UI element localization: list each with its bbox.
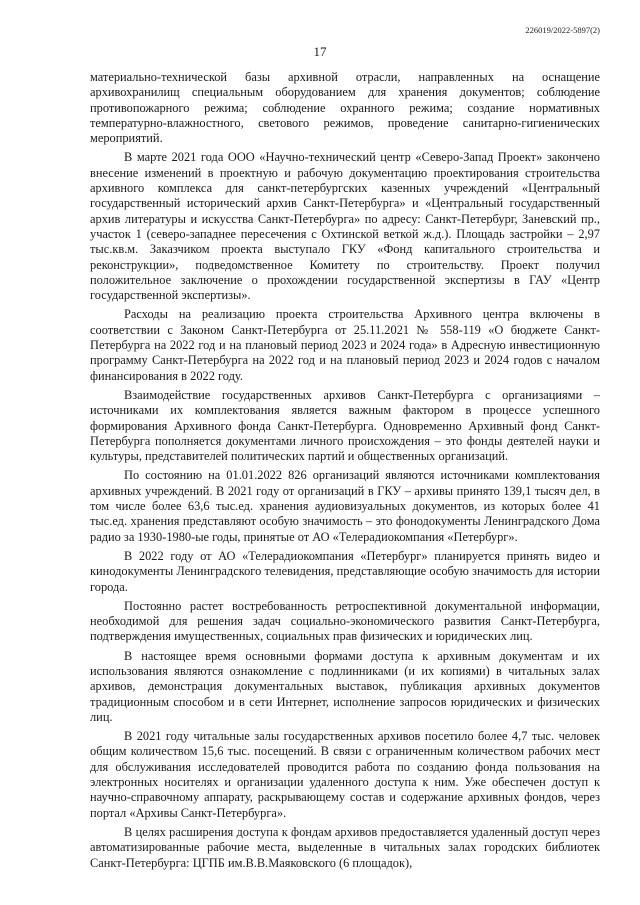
- paragraph: В 2022 году от АО «Телерадиокомпания «Петербург» планируется принять видео и кинодокументы Ленинградского телевидения, представляющие особую значимость для истории города.: [90, 548, 600, 594]
- paragraph: Расходы на реализацию проекта строительства Архивного центра включены в соответствии с Законом Санкт-Петербурга от 25.11.2021 № 558-119 «О бюджете Санкт-Петербурга на 2022 год и на плановый период 2023 и 2024 года» в Адресную инвестиционную программу Санкт-Петербурга на 2022 год и на плановый период 2023 и 2024 годов с началом финансирования в 2022 году.: [90, 307, 600, 383]
- document-body: [90, 70, 600, 875]
- document-number: 226019/2022-5897(2): [525, 25, 600, 35]
- paragraph: Взаимодействие государственных архивов Санкт-Петербурга с организациями – источниками их комплектования является важным фактором в процессе успешного формирования Архивного фонда Санкт-Петербурга. Одновременно Архивный фонд Санкт-Петербурга пополняется документами личного происхождения – это фонды деятелей науки и культуры, представителей политических партий и общественных организаций.: [90, 387, 600, 464]
- paragraph: Постоянно растет востребованность ретроспективной документальной информации, необходимой для решения задач социально-экономического развития Санкт-Петербурга, подтверждения имущественных, социальных прав физических и юридических лиц.: [90, 598, 600, 644]
- paragraph-continuation: материально-технической базы архивной отрасли, направленных на оснащение архивохранилищ специальным оборудованием для хранения документов; соблюдение противопожарного режима; соблюдение охранного режима; создание нормативных температурно-влажностного, светового режимов, проведение санитарно-гигиенических мероприятий.: [90, 70, 600, 146]
- paragraph: В настоящее время основными формами доступа к архивным документам и их использования являются ознакомление с подлинниками (и их копиями) в читальных залах архивов, демонстрация документальных выставок, публикация архивных документов традиционным способом и в сети Интернет, исполнение запросов юридических и физических лиц.: [90, 648, 600, 724]
- paragraph: В целях расширения доступа к фондам архивов предоставляется удаленный доступ через автоматизированные рабочие места, выделенные в читальных залах городских библиотек Санкт-Петербурга: ЦГПБ им.В.В.Маяковского (6 площадок),: [90, 824, 600, 870]
- page-number: 17: [313, 44, 327, 59]
- paragraph: По состоянию на 01.01.2022 826 организаций являются источниками комплектования архивных учреждений. В 2021 году от организаций в ГКУ – архивы принято 139,1 тысяч дел, в том числе более 63,6 тыс.ед. хранения аудиовизуальных документов, из которых более 41 тыс.ед. хранения представляют особую значимость – это фонодокументы Ленинградского Дома радио за 1930-1980-ые годы, принятые от АО «Телерадиокомпания «Петербург».: [90, 468, 600, 544]
- paragraph: В 2021 году читальные залы государственных архивов посетило более 4,7 тыс. человек общим количеством 15,6 тыс. посещений. В связи с ограниченным количеством рабочих мест для обслуживания исследователей проводится работа по созданию фонда пользования на электронных носителях и организации удаленного доступа к ним. Уже обеспечен доступ к научно-справочному аппарату, раскрывающему состав и содержание архивных фондов, через портал «Архивы Санкт-Петербурга».: [90, 729, 600, 820]
- paragraph: В марте 2021 года ООО «Научно-технический центр «Северо-Запад Проект» закончено внесение изменений в проектную и рабочую документацию проектирования строительства архивного комплекса для санкт-петербургских казенных учреждений «Центральный государственный исторический архив Санкт-Петербурга» и «Центральный государственный архив литературы и искусства Санкт-Петербурга» по адресу: Санкт-Петербург, Заневский пр., участок 1 (северо-западнее пересечения с Охтинской веткой ж.д.). Площадь застройки – 2,97 тыс.кв.м. Заказчиком проекта выступало ГКУ «Фонд капитального строительства и реконструкции», подведомственное Комитету по строительству. Проект получил положительное заключение о прохождении государственной экспертизы в ГАУ «Центр государственной экспертизы».: [90, 150, 600, 303]
